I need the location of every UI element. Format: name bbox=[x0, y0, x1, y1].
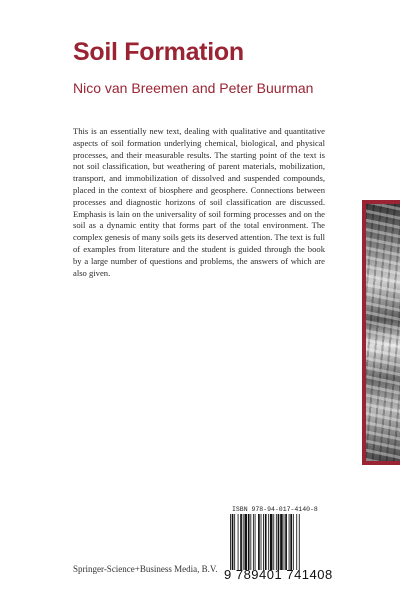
book-authors: Nico van Breemen and Peter Buurman bbox=[73, 80, 314, 96]
book-title: Soil Formation bbox=[73, 38, 244, 66]
isbn-barcode-icon bbox=[230, 514, 326, 570]
barcode-digits: 9 789401 741408 bbox=[224, 567, 333, 582]
soil-profile-photo bbox=[366, 204, 400, 461]
book-description: This is an essentially new text, dealing with qualitative and quantitative aspects of soil formation underlying chemical, biological, and physical processes, and their measurable results. The starting point of the text is not soil classification, but weathering of parent materials, mobilization, transport, and immobilization of dissolved and suspended compounds, placed in the context of biosphere and geosphere. Connections between processes and diagnostic horizons of soil classification are discussed. Emphasis is lain on the universality of soil forming processes and on the soil as a dynamic entity that forms part of the total environment. The complex genesis of many soils gets its deserved attention. The text is full of examples from literature and the student is guided through the book by a large number of questions and problems, the answers of which are also given. bbox=[73, 126, 325, 278]
publisher-name: Springer-Science+Business Media, B.V. bbox=[73, 564, 218, 574]
isbn-label: ISBN 978-94-017-4140-8 bbox=[232, 506, 318, 513]
